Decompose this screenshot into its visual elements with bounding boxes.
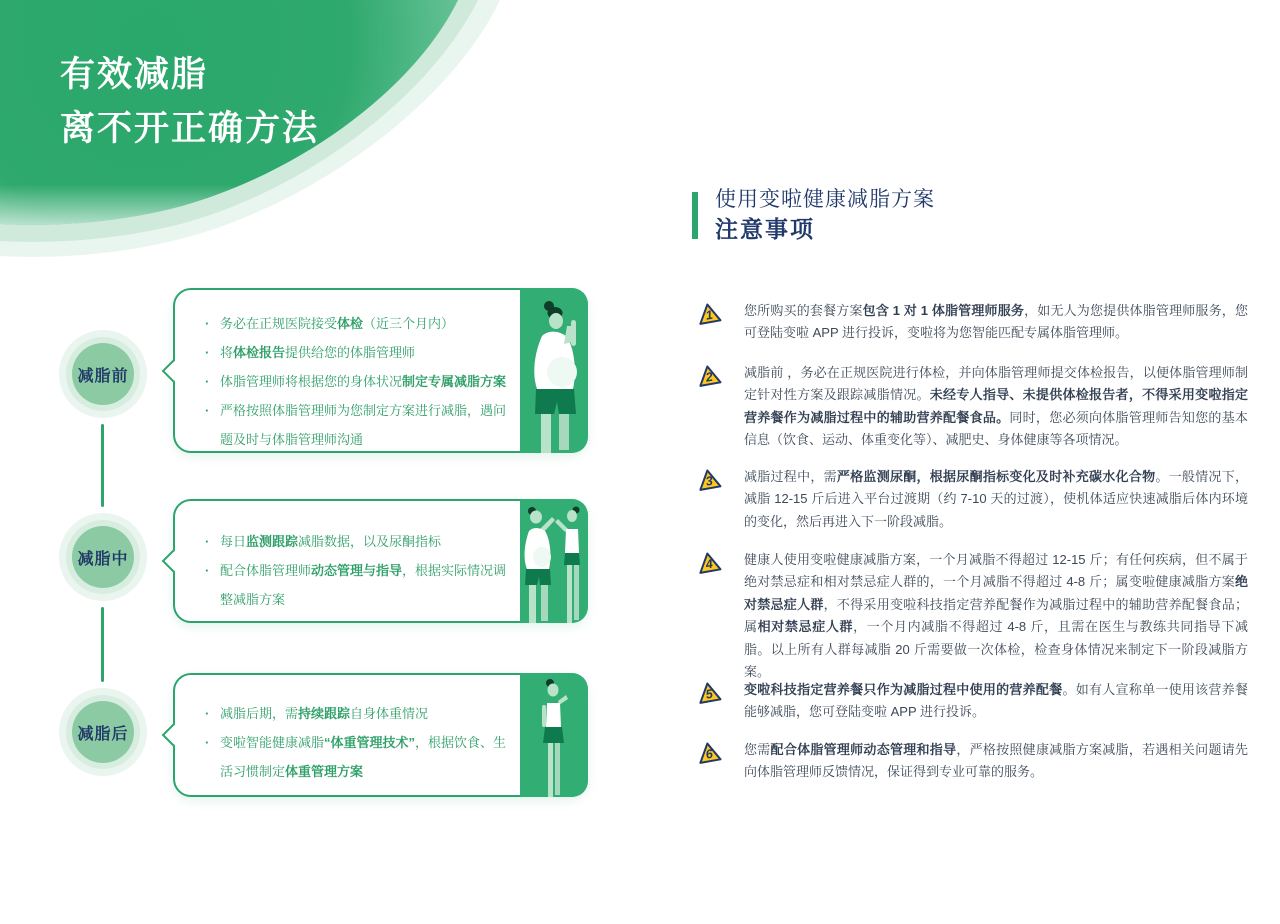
stage-illustration-panel: [520, 288, 588, 453]
bullet-dot-icon: ·: [205, 316, 210, 331]
text-segment-bold: 制定专属减脂方案: [402, 374, 507, 389]
bullet-item: [205, 309, 508, 338]
warning-number: 2: [704, 369, 714, 385]
bullet-text: [220, 527, 441, 556]
timeline-connector: [101, 424, 104, 507]
text-segment: 您所购买的套餐方案: [744, 303, 863, 318]
page-title-line2: 离不开正确方法: [60, 109, 320, 148]
warning-triangle-icon: [696, 467, 722, 493]
stage-circle-ring: [66, 337, 140, 411]
text-segment: 自身体重情况: [350, 706, 429, 721]
stage-circle-ring: [66, 695, 140, 769]
text-segment: （近三个月内）: [363, 316, 455, 331]
stage-bullet-list: [205, 699, 508, 786]
text-segment: 提供给您的体脂管理师: [285, 345, 416, 360]
bullet-dot-icon: ·: [205, 563, 210, 578]
warning-triangle-icon: [696, 550, 722, 576]
text-segment: 减脂前 ，务必在正规医院进行体检，并向体脂管理师提交体检报告，以便体脂管理师制定针对性方案及跟踪减脂情况。: [744, 365, 1248, 403]
notes-title-line2: 注意事项: [715, 216, 815, 242]
note-item: [694, 549, 1250, 683]
bullet-item: [205, 527, 508, 556]
text-segment-bold: 监测跟踪: [246, 534, 299, 549]
bullet-dot-icon: ·: [205, 345, 210, 360]
note-text: [744, 466, 1248, 533]
warning-triangle-icon: [696, 680, 722, 706]
stage-circle-inner: [72, 526, 134, 588]
bullet-text: [220, 556, 508, 614]
text-segment: 您需: [744, 742, 771, 757]
text-segment: 每日: [220, 534, 247, 549]
text-segment: 减脂过程中，需: [744, 469, 837, 484]
note-item: [694, 466, 1250, 533]
bullet-item: [205, 338, 508, 367]
warning-number: 1: [704, 307, 714, 323]
bullet-item: [205, 699, 508, 728]
text-segment: ，不得采用变啦科技指定营养配餐作为减脂过程中的辅助营养配餐食品；属: [744, 596, 1248, 635]
warning-number: 3: [704, 473, 714, 489]
text-segment: ，如无人为您提供体脂管理师服务，您可登陆变啦 APP 进行投诉，变啦将为您智能匹配专属体脂管理师。: [744, 303, 1248, 341]
note-text: [744, 549, 1248, 683]
stage-bullet-list: [205, 527, 508, 614]
overweight-woman-illustration: [520, 292, 588, 453]
text-segment: 配合体脂管理师: [220, 563, 312, 578]
text-segment-bold: 相对禁忌症人群: [757, 619, 854, 635]
text-segment: 减脂数据，以及尿酮指标: [298, 534, 442, 549]
slim-woman-illustration: [520, 675, 588, 797]
text-segment: 将: [220, 345, 234, 360]
text-segment-bold: “体重管理技术”: [324, 735, 416, 750]
bullet-text: [220, 728, 508, 786]
stage-circle-after: [59, 688, 147, 776]
stage-box-before: [173, 288, 588, 453]
bullet-item: [205, 728, 508, 786]
note-text: [744, 679, 1248, 724]
two-women-high-five-illustration: [520, 501, 588, 623]
stage-circle-ring: [66, 520, 140, 594]
stage-illustration-panel: [520, 499, 588, 623]
page-title-line1: 有效减脂: [60, 55, 209, 94]
text-segment-bold: 变啦科技指定营养餐只作为减脂过程中使用的营养配餐: [744, 682, 1063, 697]
bullet-dot-icon: ·: [205, 374, 210, 389]
text-segment: 。一般情况下，减脂 12-15 斤后进入平台过渡期（约 7-10 天的过渡），使机体适应快速减脂后体内环境的变化，然后再进入下一阶段减脂。: [744, 469, 1248, 529]
note-item: [694, 362, 1250, 452]
bullet-item: [205, 396, 508, 454]
text-segment-bold: 体检报告: [233, 345, 286, 360]
text-segment: 变啦智能健康减脂: [220, 735, 325, 750]
note-text: [744, 362, 1248, 452]
page-title: [60, 48, 319, 156]
text-segment: 严格按照体脂管理师为您制定方案进行减脂，遇问题及时与体脂管理师沟通: [220, 403, 507, 447]
text-segment: 。如有人宣称单一使用该营养餐能够减脂，您可登陆变啦 APP 进行投诉。: [744, 682, 1248, 720]
text-segment-bold: 体重管理方案: [285, 764, 364, 779]
bullet-text: [220, 309, 454, 338]
bullet-text: [220, 699, 428, 728]
warning-number: 6: [704, 746, 714, 762]
stage-circle-before: [59, 330, 147, 418]
stage-box-during: [173, 499, 588, 623]
text-segment-bold: 动态管理与指导: [311, 563, 403, 578]
note-item: [694, 679, 1250, 724]
stage-label-during: 减脂中: [77, 550, 129, 568]
text-segment-bold: 严格监测尿酮，根据尿酮指标变化及时补充碳水化合物: [836, 469, 1156, 484]
stage-circle-during: [59, 513, 147, 601]
text-segment: ，一个月内减脂不得超过 4-8 斤，且需在医生与教练共同指导下减脂。以上所有人群每减脂 20 斤需要做一次体检，检查身体情况来制定下一阶段减脂方案。: [744, 619, 1248, 680]
stage-circle-inner: [72, 701, 134, 763]
text-segment-bold: 包含 1 对 1 体脂管理师服务: [862, 303, 1025, 318]
bullet-item: [205, 367, 508, 396]
text-segment-bold: 配合体脂管理师动态管理和指导: [770, 742, 957, 757]
bullet-dot-icon: ·: [205, 735, 210, 750]
text-segment-bold: 体检: [337, 316, 364, 331]
notes-title-line1: 使用变啦健康减脂方案: [715, 188, 935, 211]
text-segment: 务必在正规医院接受: [220, 316, 338, 331]
text-segment: 同时，您必须向体脂管理师告知您的基本信息（饮食、运动、体重变化等）、减肥史、身体健康等各项情况。: [744, 409, 1248, 448]
text-segment-bold: 未经专人指导、未提供体检报告者，不得采用变啦指定营养餐作为减脂过程中的辅助营养配餐食品。: [744, 387, 1248, 425]
notes-list: [694, 0, 1250, 924]
warning-triangle-icon: [696, 301, 722, 327]
note-item: [694, 739, 1250, 784]
text-segment-bold: 持续跟踪: [298, 706, 351, 721]
text-segment-bold: 绝对禁忌症人群: [744, 574, 1248, 612]
bullet-text: [220, 367, 506, 396]
warning-triangle-icon: [696, 740, 722, 766]
stage-box-after: [173, 673, 588, 797]
stage-bullet-list: [205, 309, 508, 454]
note-text: [744, 739, 1248, 784]
text-segment: 体脂管理师将根据您的身体状况: [220, 374, 403, 389]
stage-illustration-panel: [520, 673, 588, 797]
bullet-text: [220, 338, 415, 367]
text-segment: ，根据饮食、生活习惯制定: [220, 735, 507, 779]
warning-number: 4: [704, 556, 714, 572]
note-item: [694, 300, 1250, 345]
text-segment: ，严格按照健康减脂方案减脂，若遇相关问题请先向体脂管理师反馈情况，保证得到专业可靠的服务。: [744, 742, 1248, 780]
bullet-dot-icon: ·: [205, 403, 210, 418]
warning-triangle-icon: [696, 363, 722, 389]
stage-label-after: 减脂后: [77, 725, 129, 743]
text-segment: 健康人使用变啦健康减脂方案，一个月减脂不得超过 12-15 斤；有任何疾病，但不属于绝对禁忌症和相对禁忌症人群的，一个月减脂不得超过 4-8 斤；属变啦健康减脂方案: [744, 552, 1248, 590]
warning-number: 5: [704, 686, 714, 702]
timeline-connector: [101, 607, 104, 682]
bullet-item: [205, 556, 508, 614]
text-segment: 减脂后期，需: [220, 706, 299, 721]
bullet-text: [220, 396, 508, 454]
note-text: [744, 300, 1248, 345]
stage-label-before: 减脂前: [77, 367, 129, 385]
bullet-dot-icon: ·: [205, 706, 210, 721]
text-segment: ，根据实际情况调整减脂方案: [220, 563, 507, 607]
bullet-dot-icon: ·: [205, 534, 210, 549]
stage-circle-inner: [72, 343, 134, 405]
